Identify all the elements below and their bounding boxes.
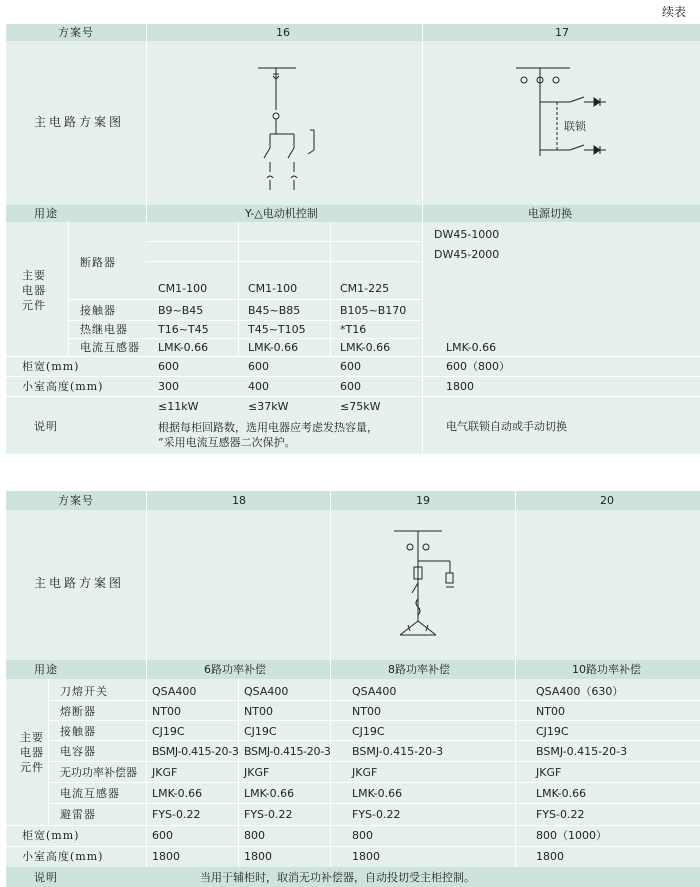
group-label-line2: 电器 — [20, 746, 44, 759]
compartment-height-value: 1800 — [152, 850, 180, 863]
usage-20: 10路功率补偿 — [572, 663, 641, 676]
thermal-relay-label: 热继电器 — [80, 323, 128, 336]
compartment-height-label: 小室高度(mm) — [22, 380, 104, 393]
ct-value: LMK-0.66 — [248, 341, 299, 354]
component-label: 接触器 — [60, 725, 96, 738]
circuit-diagram-16 — [240, 54, 330, 194]
component-label: 电容器 — [60, 745, 96, 758]
component-value: BSMJ-0.415-20-3 — [536, 745, 628, 758]
component-value: BSMJ-0.415-20-3 — [244, 745, 331, 758]
diagram-label: 主电路方案图 — [34, 576, 125, 590]
component-label: 无功功率补偿器 — [60, 766, 137, 779]
circuit-diagram-19 — [380, 521, 470, 651]
interlock-text: 联锁 — [564, 120, 586, 133]
component-value: LMK-0.66 — [244, 787, 295, 800]
component-value: QSA400 — [352, 685, 397, 698]
component-value: CJ19C — [352, 725, 385, 738]
usage-18: 6路功率补偿 — [204, 663, 266, 676]
component-value: QSA400（630） — [536, 685, 624, 698]
compartment-height-label: 小室高度(mm) — [22, 850, 104, 863]
component-label: 避雷器 — [60, 808, 96, 821]
compartment-height-value: 400 — [248, 380, 269, 393]
component-value: CJ19C — [244, 725, 277, 738]
note-17: 电气联锁自动或手动切换 — [446, 420, 567, 433]
component-value: CJ19C — [152, 725, 185, 738]
group-label-line2: 电器 — [22, 284, 46, 297]
usage-19: 8路功率补偿 — [388, 663, 450, 676]
diagram-label: 主电路方案图 — [34, 115, 125, 129]
component-value: NT00 — [244, 705, 273, 718]
component-label: 熔断器 — [60, 705, 96, 718]
thermal-relay-value: *T16 — [340, 323, 367, 336]
usage-label: 用途 — [34, 207, 58, 220]
scheme-table-18-20 — [0, 491, 700, 887]
contactor-label: 接触器 — [80, 304, 116, 317]
header-label: 方案号 — [58, 494, 94, 507]
compartment-height-value: 300 — [158, 380, 179, 393]
component-value: FYS-0.22 — [536, 808, 585, 821]
cabinet-width-value: 800 — [352, 829, 373, 842]
breaker-value: CM1-100 — [248, 282, 298, 295]
cabinet-width-value: 600 — [340, 360, 361, 373]
component-value: NT00 — [152, 705, 181, 718]
header-row-bg — [6, 24, 700, 41]
component-value: FYS-0.22 — [152, 808, 201, 821]
breaker-value: CM1-225 — [340, 282, 390, 295]
cabinet-width-17-value: 600（800） — [446, 360, 510, 373]
compartment-height-17-value: 1800 — [446, 380, 474, 393]
component-value: JKGF — [244, 766, 270, 779]
breaker-value: CM1-100 — [158, 282, 208, 295]
thermal-relay-value: T16~T45 — [158, 323, 209, 336]
component-value: NT00 — [536, 705, 565, 718]
contactor-value: B45~B85 — [248, 304, 301, 317]
note-text: 当用于辅柜时，取消无功补偿器，自动投切受主柜控制。 — [200, 871, 475, 884]
power-rating-value: ≤37kW — [248, 400, 289, 413]
cabinet-width-label: 柜宽(mm) — [22, 360, 80, 373]
power-rating-value: ≤75kW — [340, 400, 381, 413]
cabinet-width-value: 600 — [158, 360, 179, 373]
component-value: LMK-0.66 — [152, 787, 203, 800]
component-value: JKGF — [152, 766, 178, 779]
component-value: FYS-0.22 — [352, 808, 401, 821]
usage-16: Y-△电动机控制 — [245, 207, 318, 220]
component-value: BSMJ-0.415-20-3 — [352, 745, 444, 758]
component-value: QSA400 — [244, 685, 289, 698]
component-value: CJ19C — [536, 725, 569, 738]
contactor-value: B9~B45 — [158, 304, 204, 317]
ct-17-value: LMK-0.66 — [446, 341, 497, 354]
component-label: 电流互感器 — [60, 787, 120, 800]
ct-value: LMK-0.66 — [158, 341, 209, 354]
component-value: BSMJ-0.415-20-3 — [152, 745, 239, 758]
header-label: 方案号 — [58, 26, 94, 39]
component-value: LMK-0.66 — [536, 787, 587, 800]
header-row-bg — [6, 491, 700, 510]
thermal-relay-value: T45~T105 — [248, 323, 306, 336]
component-label: 刀熔开关 — [60, 685, 108, 698]
component-value: JKGF — [536, 766, 562, 779]
group-label-line3: 元件 — [22, 299, 46, 312]
note-16-line2: “采用电流互感器二次保护。 — [158, 436, 296, 449]
scheme-17-number: 17 — [555, 26, 569, 39]
cabinet-width-value: 600 — [248, 360, 269, 373]
breaker-label: 断路器 — [80, 256, 116, 269]
ct-label: 电流互感器 — [80, 341, 140, 354]
power-rating-value: ≤11kW — [158, 400, 199, 413]
scheme-16-number: 16 — [276, 26, 290, 39]
usage-label: 用途 — [34, 663, 58, 676]
group-label-line1: 主要 — [22, 269, 46, 282]
cabinet-width-label: 柜宽(mm) — [22, 829, 80, 842]
group-label-line1: 主要 — [20, 731, 44, 744]
usage-17: 电源切换 — [528, 207, 572, 220]
compartment-height-value: 1800 — [352, 850, 380, 863]
cabinet-width-value: 600 — [152, 829, 173, 842]
ct-value: LMK-0.66 — [340, 341, 391, 354]
component-value: QSA400 — [152, 685, 197, 698]
group-label-line3: 元件 — [20, 761, 44, 774]
compartment-height-value: 1800 — [244, 850, 272, 863]
scheme-19-number: 19 — [416, 494, 430, 507]
compartment-height-value: 1800 — [536, 850, 564, 863]
cabinet-width-value: 800 — [244, 829, 265, 842]
scheme-18-number: 18 — [232, 494, 246, 507]
scheme-table-16-17 — [0, 24, 700, 454]
continued-label: 续表 — [661, 5, 686, 19]
note-label: 说明 — [34, 420, 58, 433]
breaker-17-value: DW45-1000 — [434, 228, 500, 241]
circuit-diagram-17 — [510, 64, 630, 164]
component-value: LMK-0.66 — [352, 787, 403, 800]
cabinet-width-value: 800（1000） — [536, 829, 607, 842]
note-16-line1: 根据每柜回路数，选用电器应考虑发热容量， — [158, 421, 378, 434]
component-value: FYS-0.22 — [244, 808, 293, 821]
usage-row-bg — [6, 205, 700, 222]
component-value: JKGF — [352, 766, 378, 779]
note-label: 说明 — [34, 871, 58, 884]
component-value: NT00 — [352, 705, 381, 718]
scheme-20-number: 20 — [600, 494, 614, 507]
compartment-height-value: 600 — [340, 380, 361, 393]
contactor-value: B105~B170 — [340, 304, 407, 317]
breaker-17-value: DW45-2000 — [434, 248, 500, 261]
